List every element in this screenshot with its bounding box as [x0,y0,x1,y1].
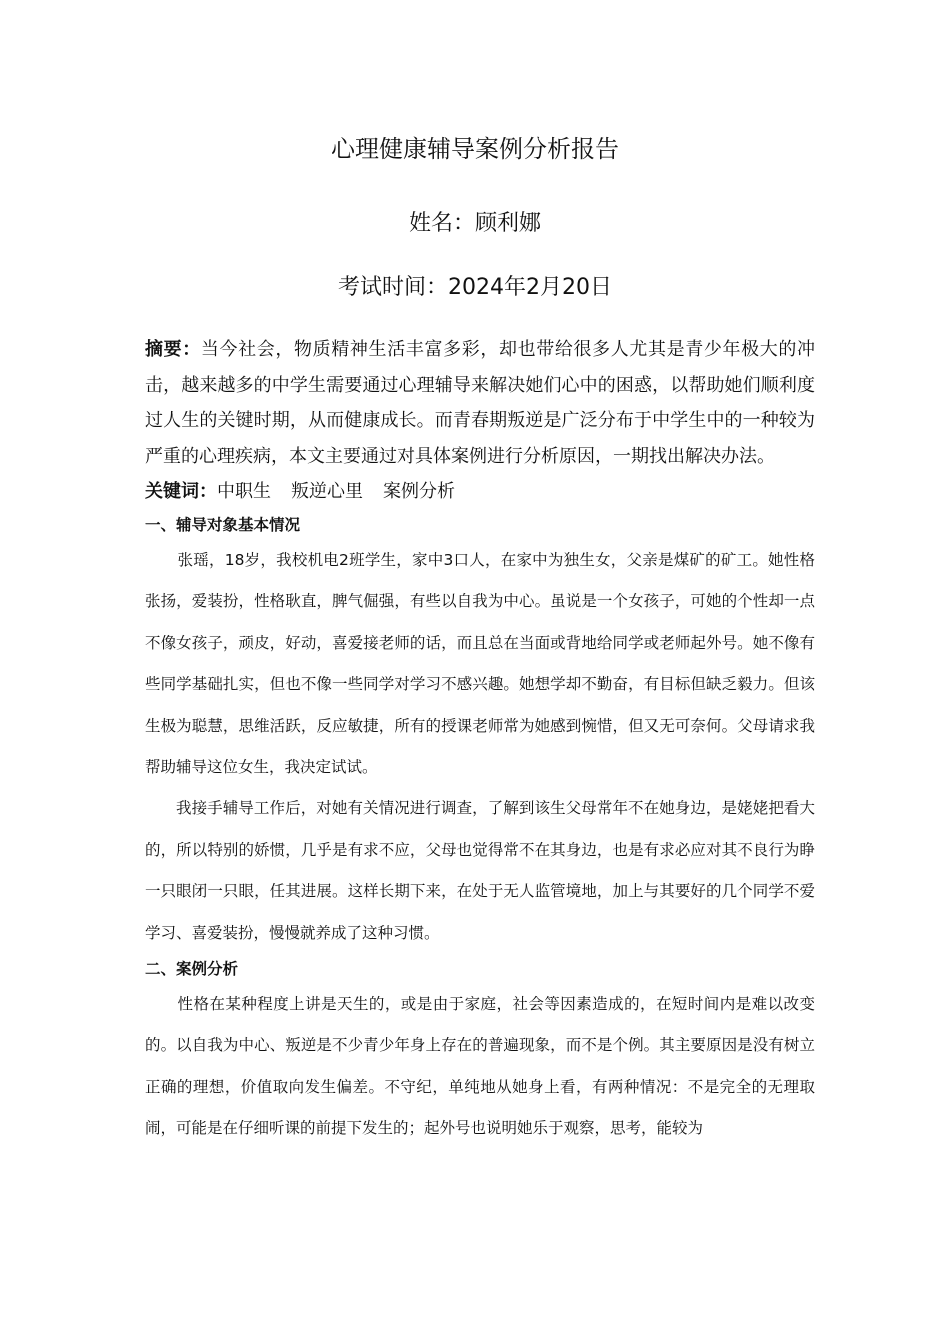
exam-date-line: 考试时间：2024年2月20日 [338,275,612,300]
keyword-item: 叛逆心里 [291,481,363,502]
keyword-item: 中职生 [217,481,271,502]
document-title: 心理健康辅导案例分析报告 [331,135,619,163]
section-heading-1: 一、辅导对象基本情况 [145,516,301,534]
section-heading-2: 二、案例分析 [145,960,239,979]
section1-paragraph: 张瑶，18岁，我校机电2班学生，家中3口人，在家中为独生女，父亲是煤矿的矿工。她性格张扬，爱装扮，性格耿直，脾气倔强，有些以自我为中心。虽说是一个女孩子，可她的个性却一点不像女孩子，顽皮，好动，喜爱接老师的话，而且总在当面或背地给同学或老师起外号。她不像有些同学基础扎实，但也不像一些同学对学习不感兴趣。她想学却不勤奋，有目标但缺乏毅力。但该生极为聪慧，思维活跃，反应敏捷，所有的授课老师常为她感到惋惜，但又无可奈何。父母请求我帮助辅导这位女生，我决定试试。 [145,551,815,777]
section2-paragraph: 性格在某种程度上讲是天生的，或是由于家庭，社会等因素造成的，在短时间内是难以改变的。以自我为中心、叛逆是不少青少年身上存在的普遍现象，而不是个例。其主要原因是没有树立正确的理想，价值取向发生偏差。不守纪，单纯地从她身上看，有两种情况：不是完全的无理取闹，可能是在仔细听课的前提下发生的；起外号也说明她乐于观察，思考，能较为 [145,995,815,1138]
document-body [145,332,815,1150]
abstract-text: 当今社会，物质精神生活丰富多彩，却也带给很多人尤其是青少年极大的冲击，越来越多的中学生需要通过心理辅导来解决她们心中的困惑，以帮助她们顺利度过人生的关键时期，从而健康成长。而青春期叛逆是广泛分布于中学生中的一种较为严重的心理疾病，本文主要通过对具体案例进行分析原因，一期找出解决办法。 [145,339,816,467]
keywords-label: 关键词 [145,481,199,502]
section1-paragraph: 我接手辅导工作后，对她有关情况进行调查，了解到该生父母常年不在她身边，是姥姥把看大的，所以特别的娇惯，几乎是有求不应，父母也觉得常不在其身边，也是有求必应对其不良行为睁一只眼闭一只眼，任其进展。这样长期下来，在处于无人监管境地，加上与其要好的几个同学不爱学习、喜爱装扮，慢慢就养成了这种习惯。 [145,799,815,942]
abstract-paragraph [145,332,815,474]
keyword-item: 案例分析 [383,481,455,502]
abstract-colon: ： [182,339,201,360]
keywords-colon: ： [199,481,217,502]
author-name-line: 姓名：顾利娜 [408,211,541,236]
abstract-label: 摘要 [145,339,183,360]
keywords-line [145,474,815,510]
